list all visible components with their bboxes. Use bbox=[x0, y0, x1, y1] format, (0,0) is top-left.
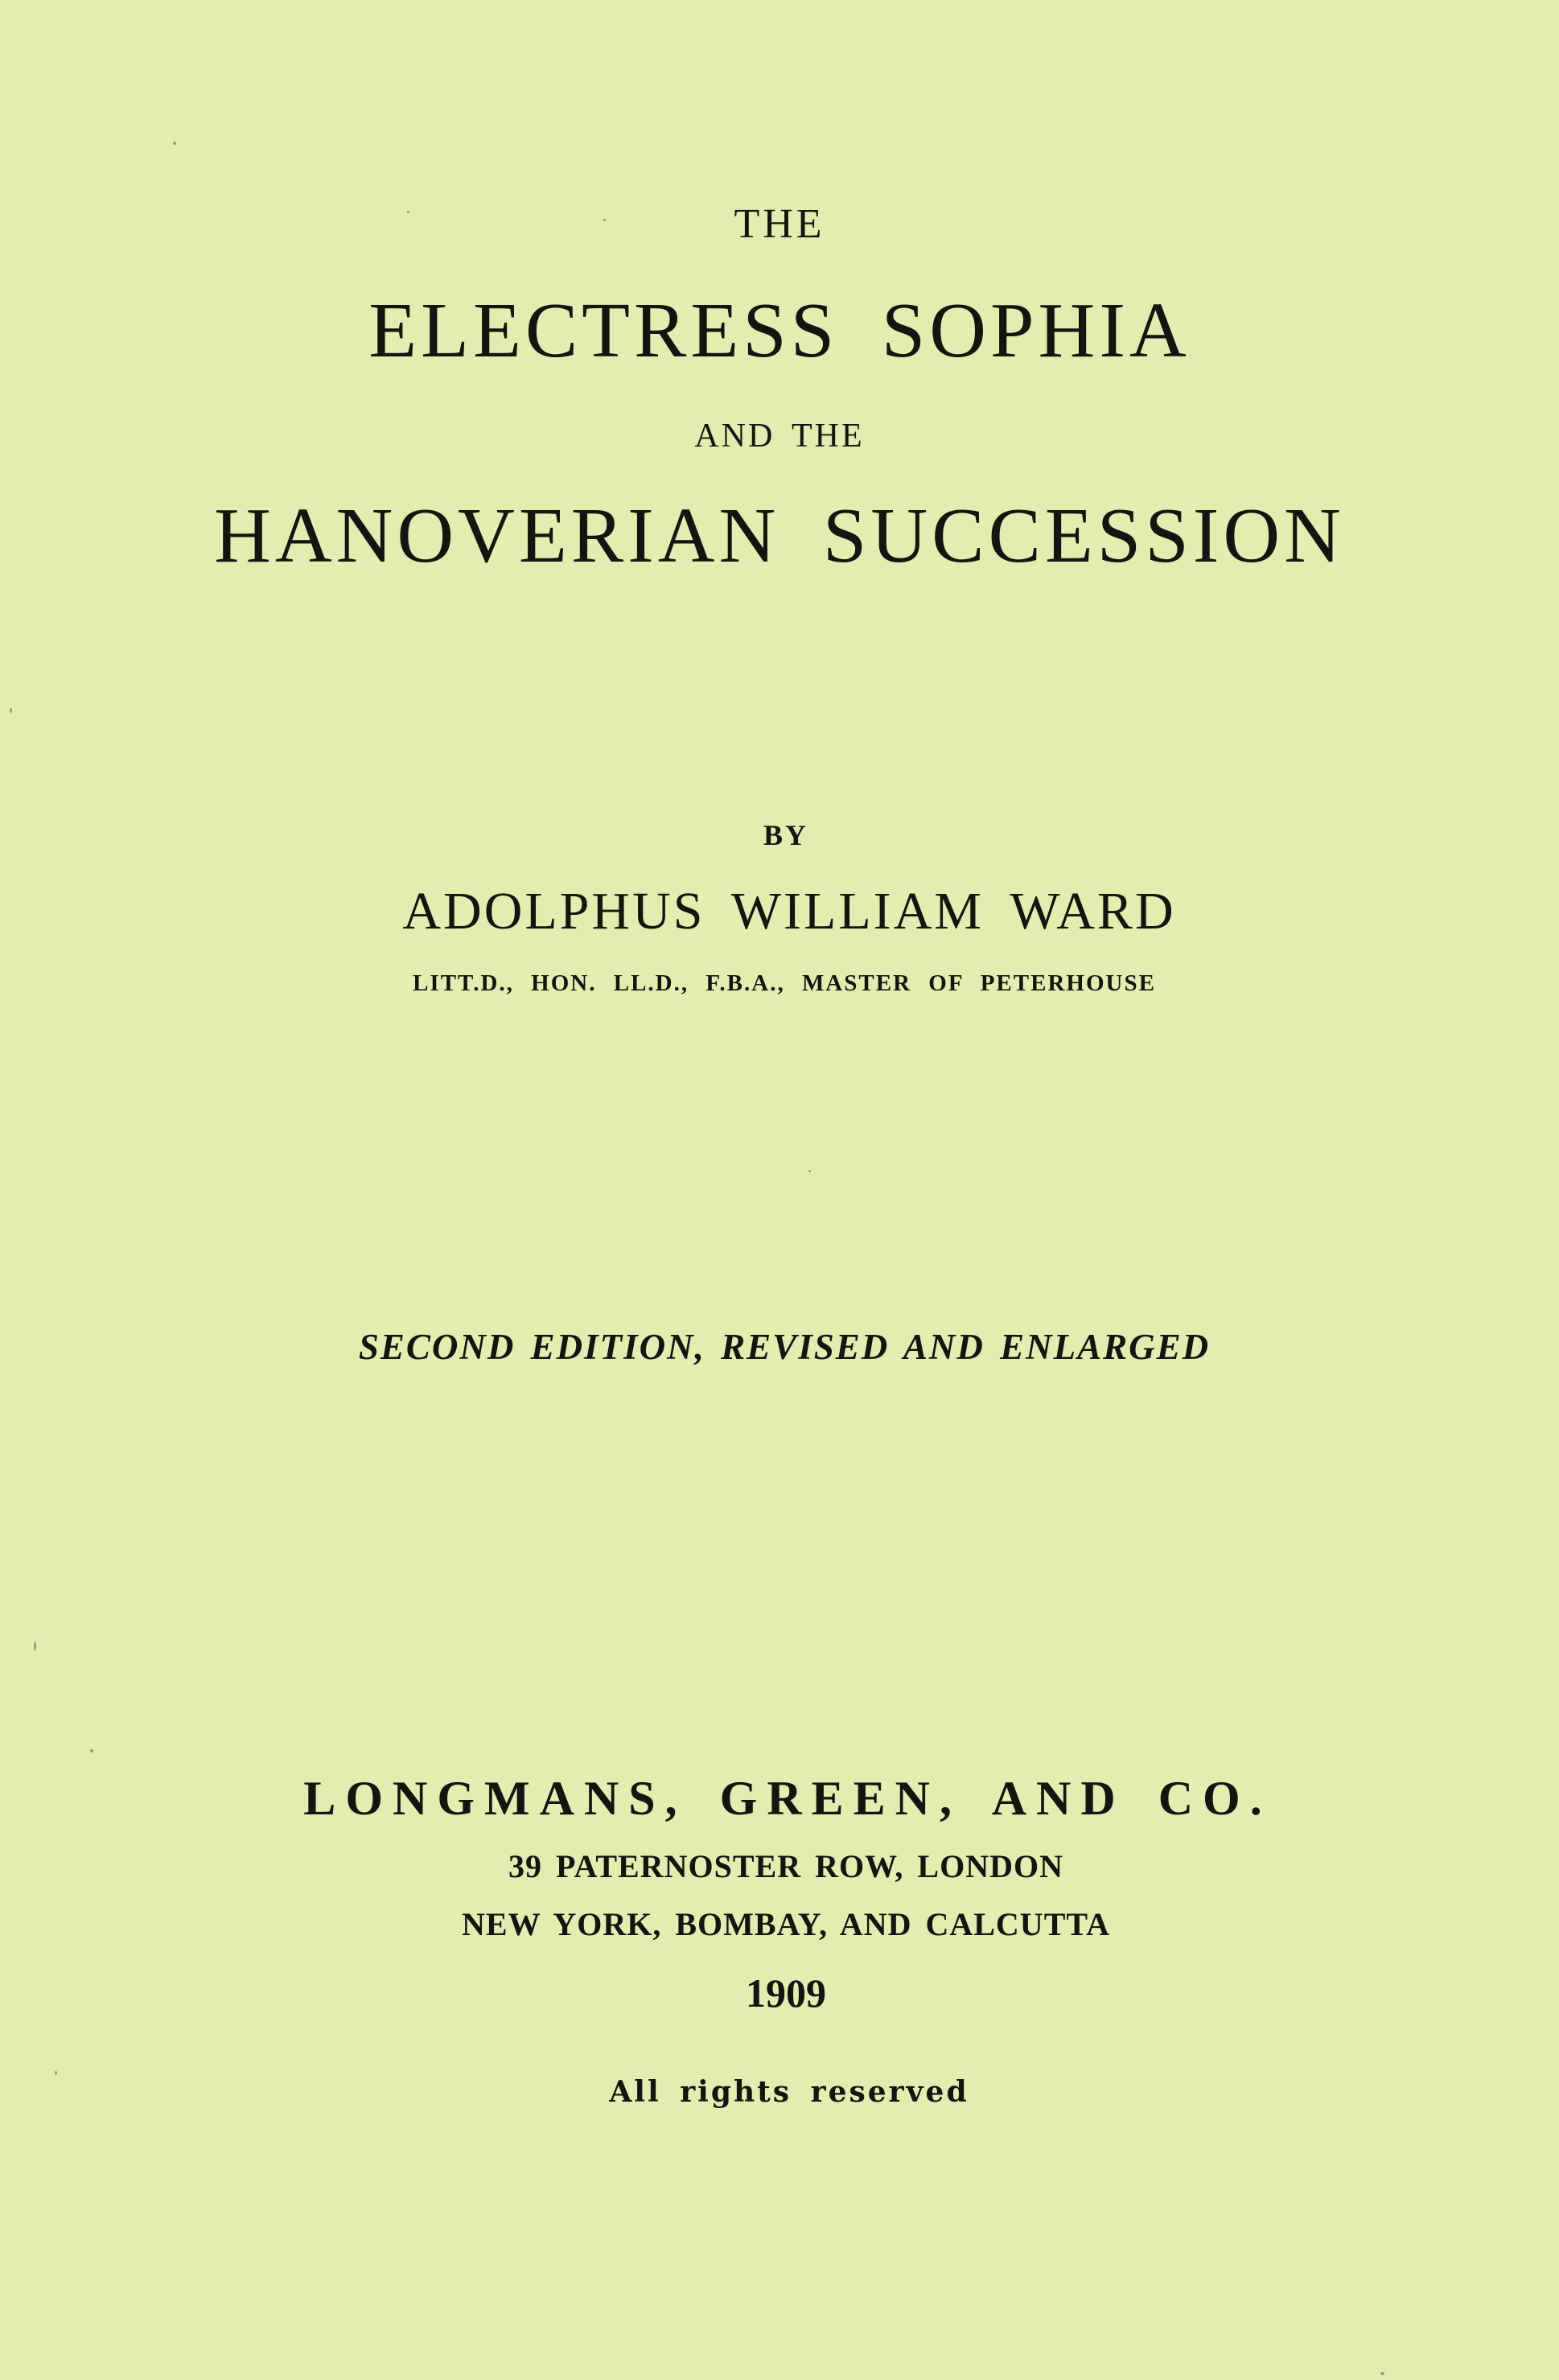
rights-notice: All rights reserved bbox=[609, 2075, 969, 2109]
book-title: ELECTRESS SOPHIA bbox=[368, 287, 1191, 374]
author-credentials: LITT.D., HON. LL.D., F.B.A., MASTER OF PETERHOUSE bbox=[413, 970, 1156, 996]
title-and-the: AND THE bbox=[694, 418, 865, 455]
book-subtitle: HANOVERIAN SUCCESSION bbox=[214, 492, 1345, 579]
publisher-name: LONGMANS, GREEN, AND CO. bbox=[303, 1772, 1272, 1825]
title-the: THE bbox=[734, 201, 825, 247]
author-name: ADOLPHUS WILLIAM WARD bbox=[402, 882, 1176, 941]
publisher-address: 39 PATERNOSTER ROW, LONDON bbox=[508, 1848, 1063, 1884]
by-label: BY bbox=[763, 819, 808, 851]
publication-year: 1909 bbox=[746, 1970, 826, 2016]
edition-note: SECOND EDITION, REVISED AND ENLARGED bbox=[358, 1327, 1211, 1367]
publisher-cities: NEW YORK, BOMBAY, AND CALCUTTA bbox=[462, 1906, 1110, 1942]
